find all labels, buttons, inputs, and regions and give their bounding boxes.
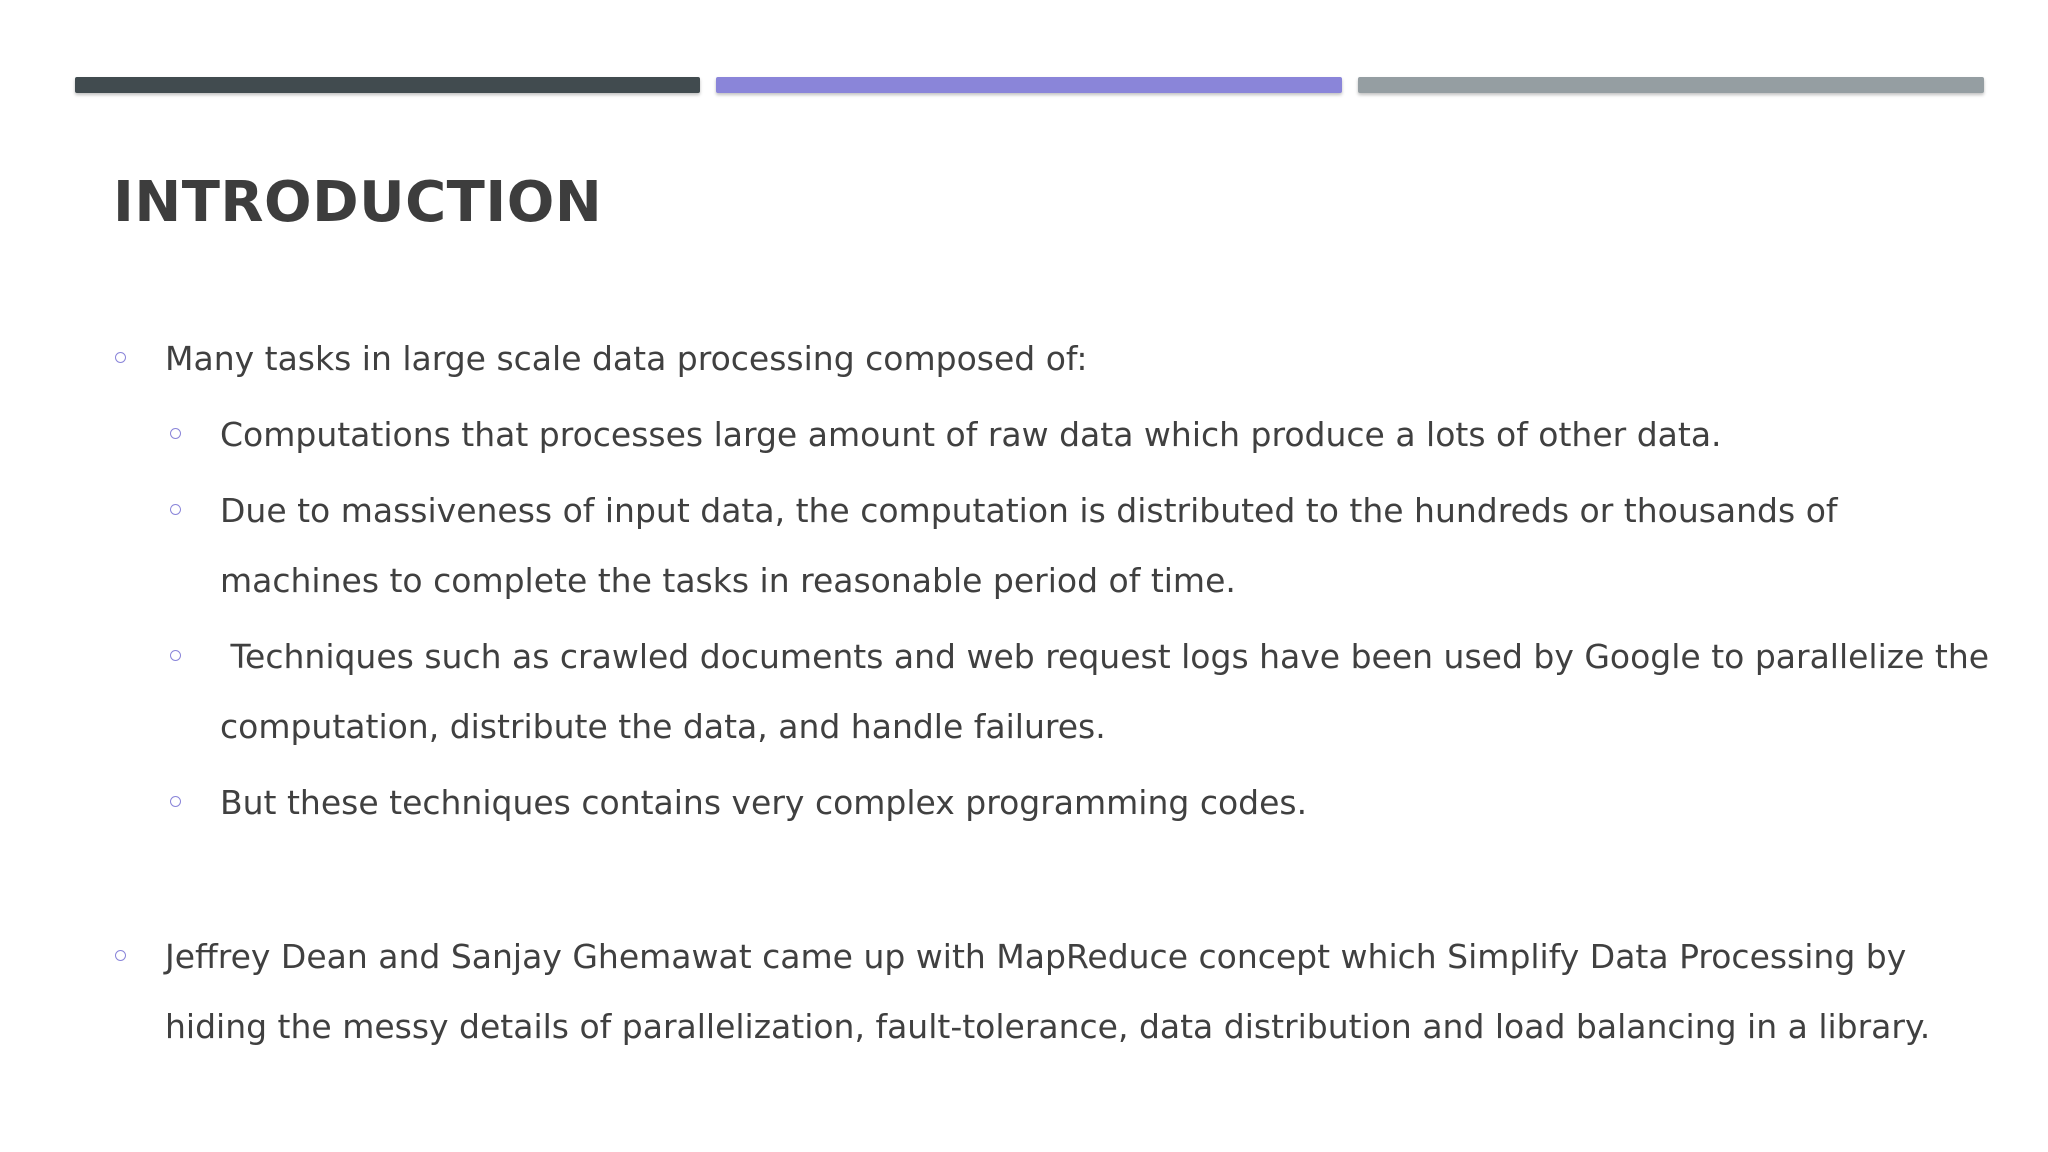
- bullet-item: [165, 324, 1087, 394]
- bullet-text-line: But these techniques contains very complex programming codes.: [220, 783, 1308, 822]
- hollow-circle-bullet-icon: [170, 504, 181, 515]
- bullet-item: [165, 922, 1930, 1062]
- bullet-text-line: Computations that processes large amount of raw data which produce a lots of other data.: [220, 415, 1722, 454]
- hollow-circle-bullet-icon: [170, 428, 181, 439]
- bullet-text-line: machines to complete the tasks in reasonable period of time.: [220, 561, 1236, 600]
- sub-bullet-item: [220, 400, 1722, 470]
- sub-bullet-item: [220, 476, 1838, 616]
- bullet-text-line: Due to massiveness of input data, the computation is distributed to the hundreds or thousands of: [220, 491, 1838, 530]
- bullet-text-line: Techniques such as crawled documents and web request logs have been used by Google to parallelize the: [220, 637, 1990, 676]
- bullet-text-line: Many tasks in large scale data processing composed of:: [165, 339, 1088, 378]
- sub-bullet-item: [220, 622, 1989, 762]
- bullet-text-line: computation, distribute the data, and handle failures.: [220, 707, 1106, 746]
- sub-bullet-item: [220, 768, 1307, 838]
- slide-title: INTRODUCTION: [113, 170, 603, 235]
- accent-bar-purple: [716, 77, 1342, 93]
- hollow-circle-bullet-icon: [115, 352, 126, 363]
- accent-bar-dark: [75, 77, 700, 93]
- bullet-text-line: Jeffrey Dean and Sanjay Ghemawat came up with MapReduce concept which Simplify Data Processing by: [165, 937, 1907, 976]
- hollow-circle-bullet-icon: [170, 650, 181, 661]
- hollow-circle-bullet-icon: [170, 796, 181, 807]
- hollow-circle-bullet-icon: [115, 950, 126, 961]
- bullet-text-line: hiding the messy details of parallelization, fault-tolerance, data distribution and load balancing in a library.: [165, 1007, 1931, 1046]
- accent-bar-gray: [1358, 77, 1984, 93]
